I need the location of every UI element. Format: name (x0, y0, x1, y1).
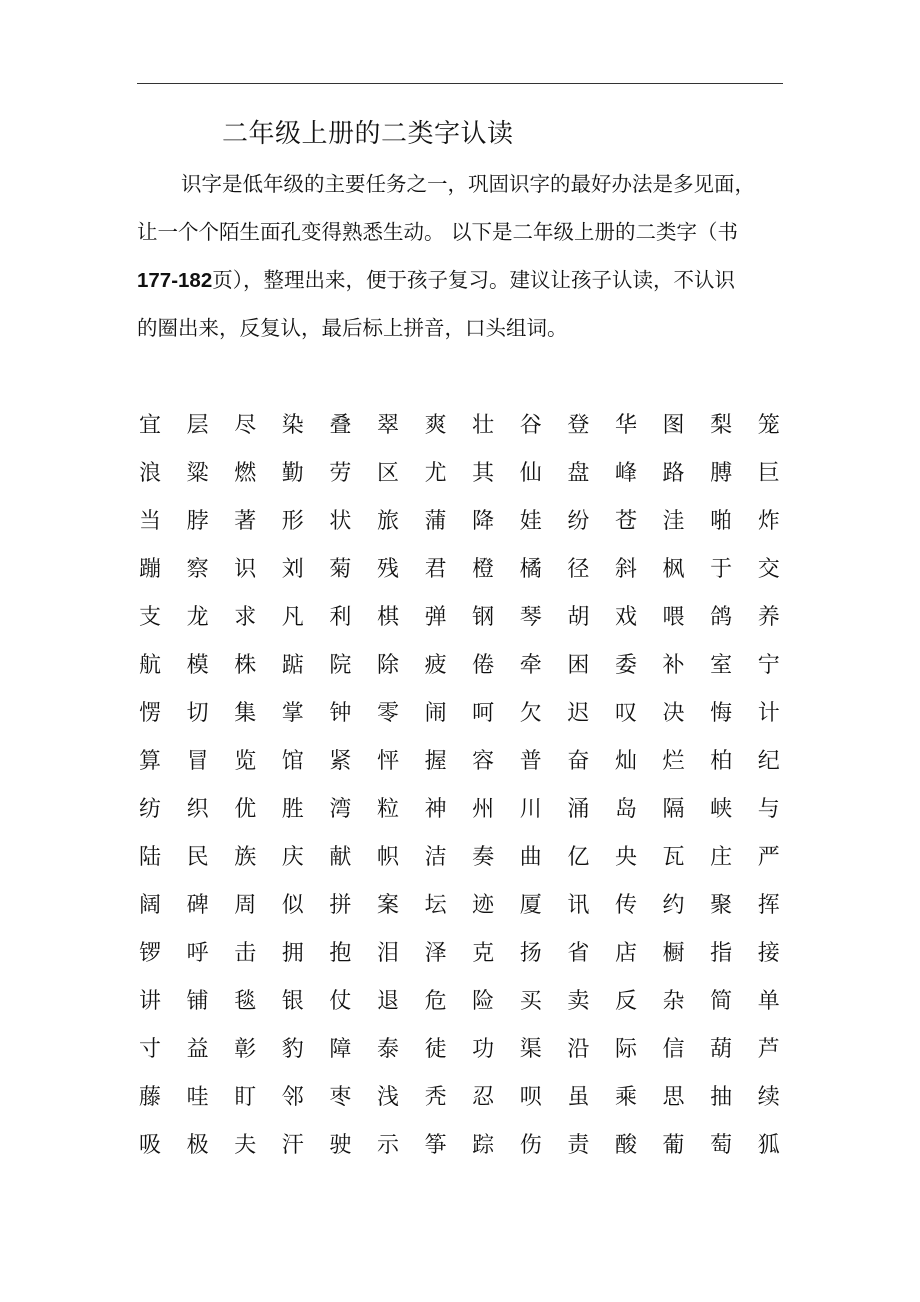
character-row (138, 1026, 788, 1074)
character-cell: 于 (710, 557, 733, 582)
character-cell: 买 (519, 989, 542, 1014)
character-cell: 怦 (376, 749, 399, 774)
character-cell: 省 (567, 941, 590, 966)
character-cell: 庆 (281, 845, 304, 870)
character-cell: 啪 (710, 509, 733, 534)
character-cell: 梨 (710, 413, 733, 438)
character-cell: 泪 (376, 941, 399, 966)
character-cell: 案 (376, 893, 399, 918)
character-cell: 龙 (186, 605, 209, 630)
character-cell: 阔 (139, 893, 162, 918)
character-cell: 驶 (329, 1133, 352, 1158)
character-row (138, 402, 788, 450)
character-cell: 染 (281, 413, 304, 438)
character-cell: 翠 (376, 413, 399, 438)
character-cell: 钟 (329, 701, 352, 726)
character-cell: 院 (329, 653, 352, 678)
character-cell: 彰 (234, 1037, 257, 1062)
character-cell: 膊 (710, 461, 733, 486)
character-cell: 沿 (567, 1037, 590, 1062)
character-cell: 旅 (376, 509, 399, 534)
character-cell: 欠 (519, 701, 542, 726)
character-cell: 聚 (710, 893, 733, 918)
character-cell: 粒 (376, 797, 399, 822)
character-cell: 迟 (567, 701, 590, 726)
character-cell: 巨 (757, 461, 780, 486)
character-cell: 隔 (662, 797, 685, 822)
intro-line-1: 识字是低年级的主要任务之一，巩固识字的最好办法是多见面， (181, 172, 755, 196)
character-cell: 著 (234, 509, 257, 534)
character-cell: 冒 (186, 749, 209, 774)
character-cell: 讲 (139, 989, 162, 1014)
character-cell: 琴 (519, 605, 542, 630)
character-cell: 川 (519, 797, 542, 822)
character-cell: 仗 (329, 989, 352, 1014)
character-cell: 功 (472, 1037, 495, 1062)
character-cell: 踮 (281, 653, 304, 678)
character-cell: 戏 (614, 605, 637, 630)
character-cell: 悔 (710, 701, 733, 726)
character-cell: 岛 (614, 797, 637, 822)
character-cell: 胡 (567, 605, 590, 630)
character-cell: 狐 (757, 1133, 780, 1158)
character-cell: 株 (234, 653, 257, 678)
character-cell: 闹 (424, 701, 447, 726)
character-cell: 酸 (614, 1133, 637, 1158)
intro-line-2: 让一个个陌生面孔变得熟悉生动。 以下是二年级上册的二类字（书 (137, 220, 739, 244)
character-cell: 览 (234, 749, 257, 774)
character-cell: 退 (376, 989, 399, 1014)
character-cell: 邻 (281, 1085, 304, 1110)
character-cell: 层 (186, 413, 209, 438)
character-cell: 涌 (567, 797, 590, 822)
character-cell: 族 (234, 845, 257, 870)
character-cell: 集 (234, 701, 257, 726)
character-row (138, 594, 788, 642)
character-cell: 牵 (519, 653, 542, 678)
character-cell: 残 (376, 557, 399, 582)
character-cell: 模 (186, 653, 209, 678)
character-cell: 厦 (519, 893, 542, 918)
character-cell: 区 (376, 461, 399, 486)
character-cell: 葡 (662, 1133, 685, 1158)
character-cell: 馆 (281, 749, 304, 774)
character-row (138, 1074, 788, 1122)
character-row (138, 930, 788, 978)
character-cell: 橙 (472, 557, 495, 582)
character-cell: 计 (757, 701, 780, 726)
header-rule (137, 83, 783, 84)
character-cell: 尽 (234, 413, 257, 438)
character-cell: 示 (376, 1133, 399, 1158)
character-cell: 碑 (186, 893, 209, 918)
page-title: 二年级上册的二类字认读 (222, 119, 514, 149)
character-cell: 呵 (472, 701, 495, 726)
character-cell: 浅 (376, 1085, 399, 1110)
character-cell: 益 (186, 1037, 209, 1062)
character-cell: 登 (567, 413, 590, 438)
character-cell: 周 (234, 893, 257, 918)
character-cell: 奋 (567, 749, 590, 774)
character-cell: 萄 (710, 1133, 733, 1158)
character-cell: 径 (567, 557, 590, 582)
character-cell: 单 (757, 989, 780, 1014)
character-cell: 劳 (329, 461, 352, 486)
character-cell: 叹 (614, 701, 637, 726)
character-cell: 容 (472, 749, 495, 774)
character-row (138, 546, 788, 594)
character-cell: 察 (186, 557, 209, 582)
character-cell: 菊 (329, 557, 352, 582)
character-cell: 帜 (376, 845, 399, 870)
character-cell: 续 (757, 1085, 780, 1110)
character-cell: 航 (139, 653, 162, 678)
character-cell: 击 (234, 941, 257, 966)
character-cell: 险 (472, 989, 495, 1014)
character-row (138, 690, 788, 738)
character-cell: 卖 (567, 989, 590, 1014)
character-cell: 盯 (234, 1085, 257, 1110)
character-cell: 迹 (472, 893, 495, 918)
character-cell: 求 (234, 605, 257, 630)
character-cell: 吸 (139, 1133, 162, 1158)
character-cell: 信 (662, 1037, 685, 1062)
character-cell: 筝 (424, 1133, 447, 1158)
character-cell: 宁 (757, 653, 780, 678)
character-cell: 州 (472, 797, 495, 822)
character-cell: 徒 (424, 1037, 447, 1062)
character-cell: 愣 (139, 701, 162, 726)
intro-line-4: 的圈出来，反复认，最后标上拼音，口头组词。 (137, 316, 568, 340)
character-cell: 献 (329, 845, 352, 870)
character-cell: 鸽 (710, 605, 733, 630)
character-cell: 严 (757, 845, 780, 870)
character-cell: 极 (186, 1133, 209, 1158)
character-cell: 陆 (139, 845, 162, 870)
intro-line-3 (137, 256, 787, 304)
character-cell: 枣 (329, 1085, 352, 1110)
character-row (138, 786, 788, 834)
character-cell: 虽 (567, 1085, 590, 1110)
character-cell: 除 (376, 653, 399, 678)
character-cell: 脖 (186, 509, 209, 534)
character-row (138, 882, 788, 930)
character-cell: 勤 (281, 461, 304, 486)
character-cell: 困 (567, 653, 590, 678)
character-cell: 紧 (329, 749, 352, 774)
character-cell: 掌 (281, 701, 304, 726)
character-cell: 路 (662, 461, 685, 486)
character-cell: 讯 (567, 893, 590, 918)
character-cell: 棋 (376, 605, 399, 630)
character-cell: 灿 (614, 749, 637, 774)
character-cell: 亿 (567, 845, 590, 870)
character-cell: 盘 (567, 461, 590, 486)
character-cell: 识 (234, 557, 257, 582)
character-cell: 呼 (186, 941, 209, 966)
character-cell: 织 (186, 797, 209, 822)
character-cell: 铺 (186, 989, 209, 1014)
character-cell: 纺 (139, 797, 162, 822)
character-cell: 君 (424, 557, 447, 582)
character-cell: 优 (234, 797, 257, 822)
character-cell: 央 (614, 845, 637, 870)
character-cell: 仙 (519, 461, 542, 486)
character-cell: 烂 (662, 749, 685, 774)
character-cell: 秃 (424, 1085, 447, 1110)
character-cell: 忍 (472, 1085, 495, 1110)
character-cell: 握 (424, 749, 447, 774)
character-cell: 橱 (662, 941, 685, 966)
character-row (138, 834, 788, 882)
character-cell: 尤 (424, 461, 447, 486)
character-row (138, 738, 788, 786)
character-row (138, 978, 788, 1026)
character-cell: 叠 (329, 413, 352, 438)
character-cell: 克 (472, 941, 495, 966)
character-cell: 寸 (139, 1037, 162, 1062)
character-cell: 呗 (519, 1085, 542, 1110)
character-cell: 弹 (424, 605, 447, 630)
character-cell: 交 (757, 557, 780, 582)
character-cell: 思 (662, 1085, 685, 1110)
character-cell: 蒲 (424, 509, 447, 534)
character-cell: 室 (710, 653, 733, 678)
character-cell: 宜 (139, 413, 162, 438)
character-cell: 障 (329, 1037, 352, 1062)
character-cell: 与 (757, 797, 780, 822)
character-cell: 夫 (234, 1133, 257, 1158)
character-cell: 零 (376, 701, 399, 726)
character-cell: 扬 (519, 941, 542, 966)
character-cell: 洼 (662, 509, 685, 534)
page-range: 177-182 (137, 269, 213, 292)
character-cell: 神 (424, 797, 447, 822)
character-cell: 纷 (567, 509, 590, 534)
character-row (138, 1122, 788, 1170)
character-cell: 奏 (472, 845, 495, 870)
character-cell: 笼 (757, 413, 780, 438)
character-cell: 浪 (139, 461, 162, 486)
character-cell: 似 (281, 893, 304, 918)
character-cell: 豹 (281, 1037, 304, 1062)
character-cell: 其 (472, 461, 495, 486)
character-row (138, 498, 788, 546)
character-cell: 娃 (519, 509, 542, 534)
character-cell: 曲 (519, 845, 542, 870)
character-cell: 传 (614, 893, 637, 918)
character-row (138, 642, 788, 690)
character-cell: 蹦 (139, 557, 162, 582)
character-cell: 泽 (424, 941, 447, 966)
character-cell: 爽 (424, 413, 447, 438)
character-cell: 杂 (662, 989, 685, 1014)
character-cell: 湾 (329, 797, 352, 822)
character-cell: 毯 (234, 989, 257, 1014)
intro-paragraph (137, 160, 787, 352)
character-cell: 决 (662, 701, 685, 726)
character-cell: 锣 (139, 941, 162, 966)
character-cell: 普 (519, 749, 542, 774)
character-cell: 葫 (710, 1037, 733, 1062)
character-cell: 峰 (614, 461, 637, 486)
character-cell: 瓦 (662, 845, 685, 870)
character-cell: 养 (757, 605, 780, 630)
character-cell: 倦 (472, 653, 495, 678)
character-cell: 抱 (329, 941, 352, 966)
character-cell: 际 (614, 1037, 637, 1062)
character-cell: 切 (186, 701, 209, 726)
character-cell: 责 (567, 1133, 590, 1158)
character-cell: 挥 (757, 893, 780, 918)
character-cell: 抽 (710, 1085, 733, 1110)
character-cell: 钢 (472, 605, 495, 630)
character-cell: 店 (614, 941, 637, 966)
character-cell: 华 (614, 413, 637, 438)
character-cell: 银 (281, 989, 304, 1014)
character-cell: 算 (139, 749, 162, 774)
character-cell: 藤 (139, 1085, 162, 1110)
character-cell: 谷 (519, 413, 542, 438)
character-cell: 拼 (329, 893, 352, 918)
character-cell: 当 (139, 509, 162, 534)
character-cell: 约 (662, 893, 685, 918)
character-cell: 简 (710, 989, 733, 1014)
character-cell: 粱 (186, 461, 209, 486)
character-cell: 委 (614, 653, 637, 678)
character-cell: 纪 (757, 749, 780, 774)
character-cell: 燃 (234, 461, 257, 486)
character-cell: 喂 (662, 605, 685, 630)
character-cell: 哇 (186, 1085, 209, 1110)
character-row (138, 450, 788, 498)
character-cell: 指 (710, 941, 733, 966)
character-cell: 枫 (662, 557, 685, 582)
character-cell: 胜 (281, 797, 304, 822)
character-grid (138, 402, 788, 1170)
character-cell: 峡 (710, 797, 733, 822)
character-cell: 踪 (472, 1133, 495, 1158)
character-cell: 降 (472, 509, 495, 534)
character-cell: 刘 (281, 557, 304, 582)
character-cell: 庄 (710, 845, 733, 870)
character-cell: 芦 (757, 1037, 780, 1062)
character-cell: 苍 (614, 509, 637, 534)
character-cell: 图 (662, 413, 685, 438)
character-cell: 炸 (757, 509, 780, 534)
character-cell: 柏 (710, 749, 733, 774)
character-cell: 拥 (281, 941, 304, 966)
character-cell: 支 (139, 605, 162, 630)
intro-line-3-text: 页），整理出来，便于孩子复习。建议让孩子认读，不认识 (212, 268, 735, 292)
character-cell: 民 (186, 845, 209, 870)
character-cell: 坛 (424, 893, 447, 918)
character-cell: 乘 (614, 1085, 637, 1110)
character-cell: 汗 (281, 1133, 304, 1158)
character-cell: 泰 (376, 1037, 399, 1062)
character-cell: 补 (662, 653, 685, 678)
character-cell: 橘 (519, 557, 542, 582)
character-cell: 渠 (519, 1037, 542, 1062)
character-cell: 伤 (519, 1133, 542, 1158)
character-cell: 形 (281, 509, 304, 534)
character-cell: 反 (614, 989, 637, 1014)
character-cell: 斜 (614, 557, 637, 582)
character-cell: 危 (424, 989, 447, 1014)
character-cell: 状 (329, 509, 352, 534)
character-cell: 洁 (424, 845, 447, 870)
character-cell: 接 (757, 941, 780, 966)
character-cell: 利 (329, 605, 352, 630)
character-cell: 疲 (424, 653, 447, 678)
character-cell: 凡 (281, 605, 304, 630)
character-cell: 壮 (472, 413, 495, 438)
